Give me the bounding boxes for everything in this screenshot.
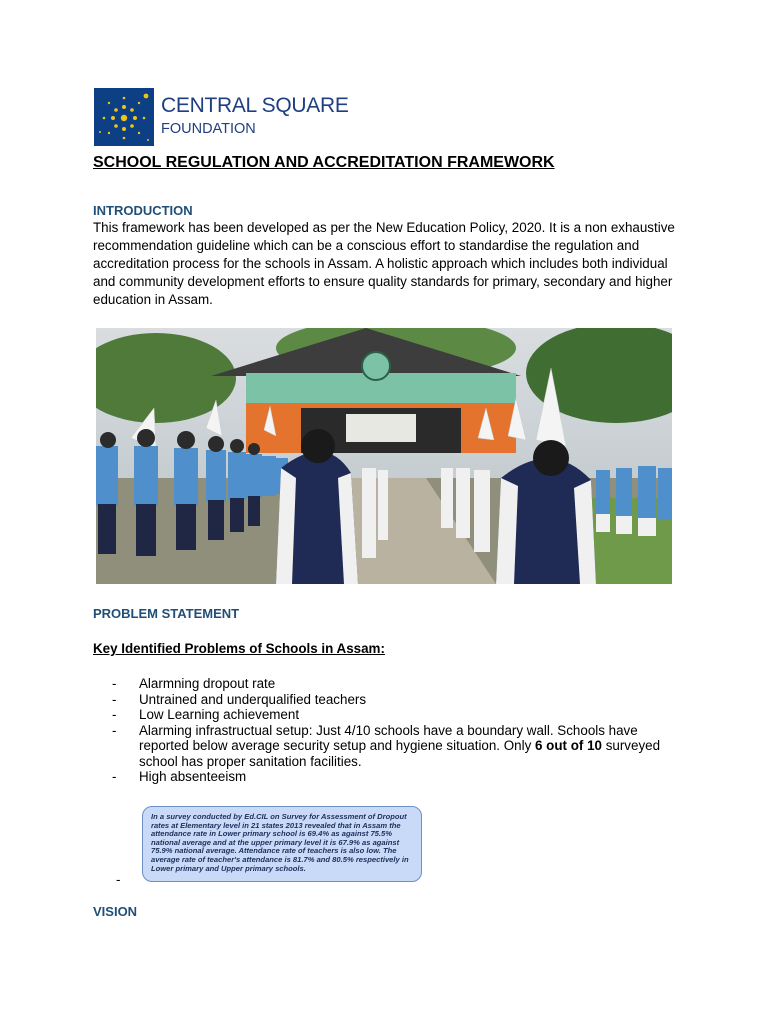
sanitation-stat: 6 out of 10	[535, 738, 602, 753]
logo-text-foundation: FOUNDATION	[161, 121, 256, 137]
bullet-dash: -	[112, 676, 117, 691]
bullet-dash: -	[112, 707, 117, 722]
key-problems-subheading: Key Identified Problems of Schools in Assam:	[93, 641, 385, 656]
logo-text-central-square: CENTRAL SQUARE	[161, 94, 349, 117]
introduction-paragraph: This framework has been developed as per the New Education Policy, 2020. It is a non exhaustive recommendation guideline which can be a conscious effort to standardise the regulation and accreditation process for the schools in Assam. A holistic approach which includes both individual and community development efforts to ensure quality standards for primary, secondary and higher education in Assam.	[93, 220, 675, 307]
organization-logo	[94, 88, 349, 148]
list-item: - Alarming infrastructual setup: Just 4/10 schools have a boundary wall. Schools have reported below average security setup and hygiene situation. Only 6 out of 10 surveyed school has proper sanitation facilities.	[112, 722, 661, 769]
list-item: - Alarmning dropout rate	[112, 676, 276, 691]
school-assembly-photo	[96, 328, 672, 584]
bullet-dash: -	[112, 691, 117, 707]
star-burst-logo-icon	[94, 88, 154, 146]
introduction-heading: INTRODUCTION	[93, 203, 193, 218]
problem-statement-heading: PROBLEM STATEMENT	[93, 606, 240, 621]
vision-heading: VISION	[93, 904, 138, 919]
list-item: - Low Learning achievement	[112, 707, 300, 722]
list-item: - High absenteeism	[112, 769, 247, 784]
problem-list	[112, 676, 682, 785]
list-item: - Untrained and underqualified teachers	[112, 691, 367, 707]
bullet-dash: -	[116, 872, 121, 887]
document-title: SCHOOL REGULATION AND ACCREDITATION FRAMEWORK	[93, 154, 555, 171]
bullet-dash: -	[112, 722, 117, 738]
bullet-dash: -	[112, 769, 117, 784]
survey-callout-box: In a survey conducted by Ed.CIL on Survey for Assessment of Dropout rates at Elementary level in 21 states 2013 revealed that in Assam the attendance rate in Lower primary school is 69.4% as against 75.5% national average and at the upper primary level it is 67.9% as against 75.9% national average. Attendance rate of teachers is also low. The average rate of teacher's attendance is 81.7% and 80.5% respectively in Lower primary and Upper primary schools.	[142, 806, 422, 882]
